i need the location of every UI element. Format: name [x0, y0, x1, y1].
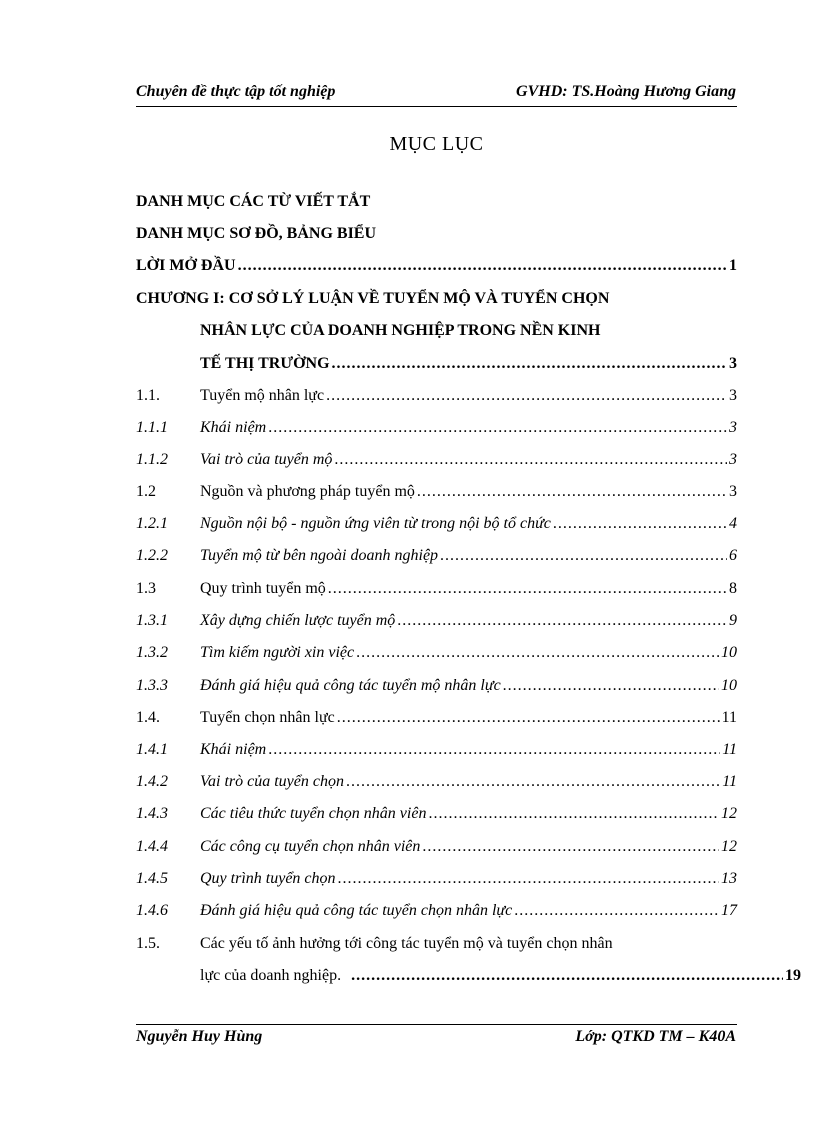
leader-dots [332, 355, 727, 373]
toc-entry: 1.3.1 Xây dựng chiến lược tuyển mộ ..... 9 [136, 612, 737, 638]
toc-abbr: DANH MỤC CÁC TỪ VIẾT TẮT [136, 193, 371, 210]
toc-entry: 1.4.5 Quy trình tuyển chọn ..... 13 [136, 870, 737, 896]
leader-dots [334, 451, 727, 469]
toc-chapter1-line1: CHƯƠNG I: CƠ SỞ LÝ LUẬN VỀ TUYỂN MỘ VÀ TUYỂN CHỌN [136, 290, 610, 307]
leader-dots [422, 838, 719, 856]
toc-entry: 1.4.1 Khái niệm ..... 11 [136, 741, 737, 767]
leader-dots [553, 515, 727, 533]
leader-dots [356, 644, 719, 662]
leader-dots [428, 805, 719, 823]
page-header [136, 83, 736, 101]
toc-entry: 1.4.6 Đánh giá hiệu quả công tác tuyển chọn nhân lực ..... 17 [136, 902, 737, 928]
toc-entry: 1.1.1 Khái niệm ..... 3 [136, 419, 737, 445]
toc-entry-last-line1: 1.5. Các yếu tố ảnh hưởng tới công tác tuyển mộ và tuyển chọn nhân [136, 935, 613, 952]
toc-entry: 1.3.2 Tìm kiếm người xin việc ..... 10 [136, 644, 737, 670]
toc-entry: 1.4.3 Các tiêu thức tuyển chọn nhân viên ..... 12 [136, 805, 737, 831]
header-left: Chuyên đề thực tập tốt nghiệp [136, 83, 336, 100]
leader-dots [397, 612, 727, 630]
leader-dots [337, 709, 720, 727]
toc-entry: 1.3 Quy trình tuyển mộ ..... 8 [136, 580, 737, 606]
page-footer [136, 1028, 736, 1046]
leader-dots [503, 677, 719, 695]
leader-dots [238, 257, 727, 275]
toc-entry: 1.1. Tuyển mộ nhân lực ..... 3 [136, 387, 737, 413]
toc-chapter1-line3: TẾ THỊ TRƯỜNG ..... 3 [136, 355, 737, 381]
toc-entry: 1.4.2 Vai trò của tuyển chọn ..... 11 [136, 773, 737, 799]
leader-dots [268, 741, 720, 759]
leader-dots [346, 773, 720, 791]
leader-dots [440, 547, 727, 565]
page-title: MỤC LỤC [389, 133, 484, 155]
toc-intro: LỜI MỞ ĐẦU ..... 1 [136, 257, 737, 283]
toc-entry: 1.1.2 Vai trò của tuyển mộ ..... 3 [136, 451, 737, 477]
toc-entry-last-line2: lực của doanh nghiệp. ..... 19 [136, 967, 801, 993]
leader-dots [328, 580, 727, 598]
toc-entry: 1.4. Tuyển chọn nhân lực ..... 11 [136, 709, 737, 735]
toc-charts: DANH MỤC SƠ ĐỒ, BẢNG BIỂU [136, 225, 377, 242]
toc-entry: 1.4.4 Các công cụ tuyển chọn nhân viên ..... 12 [136, 838, 737, 864]
toc-entry: 1.3.3 Đánh giá hiệu quả công tác tuyển mộ nhân lực ..... 10 [136, 677, 737, 703]
header-right: GVHD: TS.Hoàng Hương Giang [516, 83, 736, 100]
leader-dots [268, 419, 727, 437]
toc-entry: 1.2.1 Nguồn nội bộ - nguồn ứng viên từ trong nội bộ tổ chức ..... 4 [136, 515, 737, 541]
leader-dots [338, 870, 719, 888]
footer-rule [136, 1024, 737, 1025]
leader-dots [514, 902, 719, 920]
header-rule [136, 106, 737, 107]
leader-dots [417, 483, 727, 501]
footer-right: Lớp: QTKD TM – K40A [575, 1028, 736, 1045]
leader-dots [326, 387, 727, 405]
toc-entry: 1.2 Nguồn và phương pháp tuyển mộ ..... 3 [136, 483, 737, 509]
footer-left: Nguyễn Huy Hùng [136, 1028, 263, 1045]
toc-entry: 1.2.2 Tuyển mộ từ bên ngoài doanh nghiệp ..... 6 [136, 547, 737, 573]
toc-chapter1-line2: NHÂN LỰC CỦA DOANH NGHIỆP TRONG NỀN KINH [200, 322, 601, 339]
leader-dots [351, 967, 783, 985]
